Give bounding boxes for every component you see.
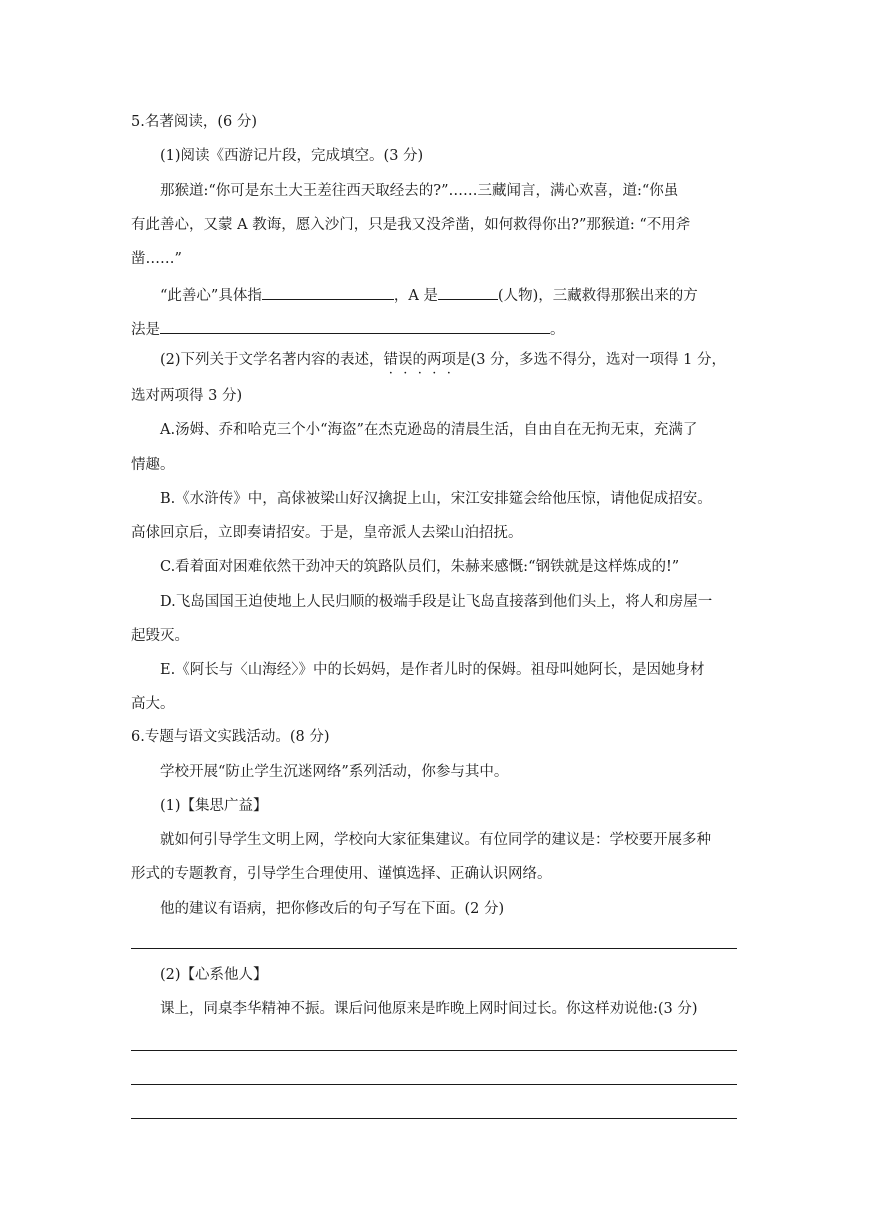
q6-heading: 6.专题与语文实践活动。(8 分) — [131, 729, 330, 745]
emphasis-char: 误 — [398, 352, 413, 368]
option-d-cont: 起毁灭。 — [131, 628, 189, 644]
q6-intro: 学校开展“防止学生沉迷网络”系列活动，你参与其中。 — [160, 764, 509, 780]
option-c: C.看着面对困难依然干劲冲天的筑路队员们，朱赫来感慨:“钢铁就是这样炼成的!” — [160, 559, 680, 575]
answer-line[interactable] — [131, 948, 737, 949]
q5-part2-line-1 — [160, 350, 726, 370]
fill-text: “此善心”具体指 — [160, 288, 262, 304]
q5-part2-line-2: 选对两项得 3 分) — [131, 388, 243, 404]
fill-text: ，A 是 — [393, 288, 438, 304]
answer-line[interactable] — [131, 1084, 737, 1085]
emphasis-char: 两 — [427, 352, 442, 368]
q6-section1-text: 形式的专题教育，引导学生合理使用、谨慎选择、正确认识网络。 — [131, 866, 552, 882]
passage-line: 凿……” — [131, 251, 182, 267]
blank-rescue-method[interactable] — [160, 318, 550, 334]
part2-text: 是(3 分，多选不得分，选对一项得 1 分， — [456, 352, 726, 368]
fill-in-line-1 — [160, 284, 698, 306]
option-e: E.《阿长与〈山海经〉》中的长妈妈，是作者儿时的保姆。祖母叫她阿长，是因她身材 — [160, 662, 705, 678]
fill-text: 。 — [550, 322, 565, 338]
emphasis-char: 错 — [383, 352, 399, 368]
q6-section2-prompt: 课上，同桌李华精神不振。课后问他原来是昨晚上网时间过长。你这样劝说他:(3 分) — [160, 1001, 698, 1017]
passage-line: 那猴道:“你可是东土大王差往西天取经去的?”……三藏闻言，满心欢喜，道:“你虽 — [160, 183, 679, 199]
option-a-cont: 情趣。 — [131, 457, 175, 473]
option-a: A.汤姆、乔和哈克三个小“海盗”在杰克逊岛的清晨生活，自由自在无拘无束，充满了 — [160, 422, 698, 438]
fill-text: (人物)，三藏救得那猴出来的方 — [497, 288, 698, 304]
option-b-cont: 高俅回京后，立即奏请招安。于是，皇帝派人去梁山泊招抚。 — [131, 525, 523, 541]
option-e-cont: 高大。 — [131, 696, 175, 712]
q5-part1-title: (1)阅读《西游记片段，完成填空。(3 分) — [160, 148, 424, 164]
part2-text: (2)下列关于文学名著内容的表述， — [160, 352, 384, 368]
option-d: D.飞岛国国王迫使地上人民归顺的极端手段是让飞岛直接落到他们头上，将人和房屋一 — [160, 594, 713, 610]
passage-line: 有此善心，又蒙 A 教诲，愿入沙门，只是我又没斧凿，如何救得你出?”那猴道: “不用斧 — [131, 217, 691, 233]
q6-section2-title: (2)【心系他人】 — [160, 967, 268, 983]
emphasis-char: 项 — [441, 352, 457, 368]
option-b: B.《水浒传》中，高俅被梁山好汉擒捉上山，宋江安排筵会给他压惊，请他促成招安。 — [160, 491, 712, 507]
q5-heading: 5.名著阅读，(6 分) — [131, 114, 257, 130]
fill-in-line-2 — [131, 318, 565, 340]
q6-section1-text: 就如何引导学生文明上网，学校向大家征集建议。有位同学的建议是：学校要开展多种 — [160, 832, 711, 848]
q6-section1-title: (1)【集思广益】 — [160, 798, 268, 814]
q6-section1-prompt: 他的建议有语病，把你修改后的句子写在下面。(2 分) — [160, 901, 505, 917]
blank-good-heart[interactable] — [262, 284, 394, 300]
blank-person-a[interactable] — [438, 284, 498, 300]
answer-line[interactable] — [131, 1118, 737, 1119]
fill-text: 法是 — [131, 322, 160, 338]
emphasis-char: 的 — [412, 352, 428, 368]
answer-line[interactable] — [131, 1050, 737, 1051]
